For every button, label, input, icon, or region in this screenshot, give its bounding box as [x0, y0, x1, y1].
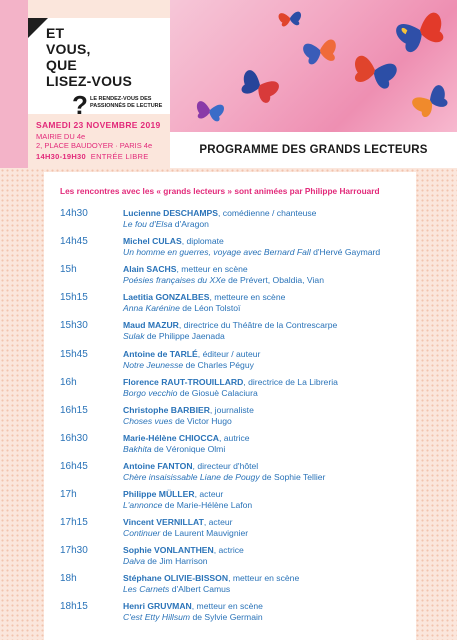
speaker-name: Alain SACHS — [123, 264, 177, 275]
speaker-name: Henri GRUVMAN — [123, 601, 192, 612]
butterfly-icon — [237, 69, 280, 106]
time-slot: 14h45 — [60, 236, 88, 248]
speaker-line — [123, 489, 223, 499]
speaker-role: , actrice — [213, 545, 244, 556]
speaker-line — [123, 320, 337, 330]
work-title: Les Carnets — [123, 584, 170, 595]
work-line — [123, 331, 225, 341]
header — [0, 0, 457, 168]
speaker-role: , directrice de La Libreria — [243, 376, 338, 387]
work-title: Borgo vecchio — [123, 387, 178, 398]
program-row — [44, 517, 416, 545]
speaker-line — [123, 349, 260, 359]
program-row — [44, 320, 416, 348]
work-author: de Léon Tolstoï — [179, 303, 241, 314]
time-slot: 15h — [60, 264, 77, 276]
time-slot: 16h15 — [60, 404, 88, 416]
work-author: d'Aragon — [172, 219, 209, 229]
work-line — [123, 388, 258, 398]
work-title: Continuer — [123, 528, 161, 539]
speaker-name: Florence RAUT-TROUILLARD — [123, 376, 244, 387]
speaker-role: , acteur — [194, 489, 224, 499]
work-author: de Laurent Mauvignier — [160, 528, 249, 539]
speaker-line — [123, 573, 299, 583]
address-line: 2, PLACE BAUDOYER · PARIS 4e — [36, 141, 153, 150]
work-author: de Philippe Jaenada — [144, 331, 225, 342]
hours: 14H30-19H30 — [36, 152, 86, 161]
logo-question-mark: ? — [72, 90, 88, 120]
speaker-line — [123, 405, 254, 415]
address-line: MAIRIE DU 4e — [36, 132, 86, 141]
speaker-role: , metteur en scène — [191, 601, 263, 612]
work-title: Notre Jeunesse — [123, 359, 184, 370]
work-line — [123, 472, 325, 482]
work-author: de Charles Péguy — [183, 359, 254, 370]
program-title-box — [170, 132, 457, 168]
butterfly-icon — [394, 11, 448, 55]
event-address — [36, 132, 186, 150]
work-title: Un homme en guerres, voyage avec Bernard Fall — [123, 247, 311, 258]
program-row — [44, 377, 416, 405]
work-author: de Giosuè Calaciura — [177, 387, 258, 398]
work-line — [123, 500, 252, 510]
speaker-role: , éditeur / auteur — [197, 348, 261, 359]
butterflies-photo — [170, 0, 457, 132]
time-slot: 15h15 — [60, 292, 88, 304]
speaker-line — [123, 545, 244, 555]
speaker-name: Sophie VONLANTHEN — [123, 545, 214, 556]
time-slot: 15h30 — [60, 320, 88, 332]
logo-fold — [28, 18, 48, 38]
time-slot: 16h — [60, 376, 77, 388]
work-line — [123, 528, 248, 538]
time-slot: 18h — [60, 573, 77, 585]
butterfly-icon — [350, 54, 398, 90]
program-row — [44, 545, 416, 573]
work-title: Chère insaisissable Liane de Pougy — [123, 471, 260, 482]
event-hours — [36, 152, 186, 161]
work-title: Le fou d'Elsa — [123, 219, 173, 229]
event-info — [36, 120, 186, 161]
work-title: Sulak — [123, 331, 145, 342]
program-row — [44, 236, 416, 264]
speaker-name: Antoine FANTON — [123, 460, 193, 471]
speaker-line — [123, 601, 263, 611]
speaker-name: Maud MAZUR — [123, 320, 179, 331]
work-line — [123, 219, 209, 229]
speaker-role: , comédienne / chanteuse — [218, 208, 317, 218]
speaker-name: Lucienne DESCHAMPS — [123, 208, 219, 218]
speaker-role: , directrice du Théâtre de la Contrescarpe — [178, 320, 338, 331]
program-title: PROGRAMME DES GRANDS LECTEURS — [199, 144, 428, 156]
speaker-role: , acteur — [203, 517, 233, 528]
speaker-name: Marie-Hélène CHIOCCA — [123, 432, 219, 443]
work-author: de Véronique Olmi — [151, 443, 226, 454]
program-row — [44, 489, 416, 517]
time-slot: 17h — [60, 489, 77, 500]
work-title: Choses vues — [123, 415, 173, 426]
program-card — [44, 172, 416, 640]
logo-line: LISEZ-VOUS — [46, 73, 133, 89]
time-slot: 15h45 — [60, 348, 88, 360]
program-row — [44, 264, 416, 292]
program-row — [44, 573, 416, 601]
pink-band — [0, 0, 28, 168]
speaker-role: , metteure en scène — [209, 292, 286, 303]
program-row — [44, 461, 416, 489]
butterfly-icon — [302, 39, 338, 66]
speaker-line — [123, 461, 258, 471]
logo-line: QUE — [46, 57, 77, 73]
program-row — [44, 349, 416, 377]
speaker-role: , metteur en scène — [228, 573, 300, 584]
speaker-role: , directeur d'hôtel — [192, 460, 259, 471]
butterfly-icon — [195, 101, 225, 123]
speaker-line — [123, 264, 248, 274]
speaker-name: Michel CULAS — [123, 236, 182, 247]
work-title: Dalva — [123, 556, 145, 567]
speaker-role: , autrice — [218, 432, 250, 443]
program-row — [44, 433, 416, 461]
speaker-line — [123, 433, 250, 443]
speaker-role: , diplomate — [181, 236, 224, 247]
work-line — [123, 556, 208, 566]
entry: ENTRÉE LIBRE — [90, 152, 149, 161]
event-date: SAMEDI 23 NOVEMBRE 2019 — [36, 120, 161, 130]
logo — [28, 18, 170, 120]
speaker-name: Christophe BARBIER — [123, 404, 210, 415]
work-title: Anna Karénine — [123, 303, 180, 314]
speaker-role: , journaliste — [209, 404, 254, 415]
work-author: de Sophie Tellier — [259, 471, 326, 482]
speaker-line — [123, 208, 316, 218]
work-author: de Jim Harrison — [144, 556, 208, 567]
speaker-line — [123, 377, 338, 387]
work-line — [123, 416, 232, 426]
butterfly-icon — [410, 83, 451, 120]
intro-text: Les rencontres avec les « grands lecteurs » sont animées par Philippe Harrouard — [60, 186, 380, 196]
speaker-line — [123, 292, 285, 302]
work-line — [123, 444, 225, 454]
work-line — [123, 612, 263, 622]
logo-line: VOUS, — [46, 41, 91, 57]
program-row — [44, 601, 416, 629]
speaker-line — [123, 236, 224, 246]
time-slot: 18h15 — [60, 601, 88, 613]
work-line — [123, 303, 240, 313]
work-line — [123, 584, 230, 594]
speaker-line — [123, 517, 233, 527]
program-row — [44, 405, 416, 433]
speaker-role: , metteur en scène — [176, 264, 248, 275]
work-author: de Prévert, Obaldia, Vian — [225, 275, 324, 286]
butterfly-icon — [278, 11, 302, 26]
work-author: de Victor Hugo — [172, 415, 232, 426]
work-author: de Marie-Hélène Lafon — [162, 500, 253, 510]
time-slot: 17h15 — [60, 517, 88, 529]
work-author: d'Hervé Gaymard — [310, 247, 381, 258]
work-title: L'annonce — [123, 500, 163, 510]
work-author: d'Albert Camus — [169, 584, 231, 595]
time-slot: 14h30 — [60, 208, 88, 219]
work-title: Poésies françaises du XXe — [123, 275, 226, 286]
speaker-name: Philippe MÜLLER — [123, 489, 195, 499]
speaker-name: Stéphane OLIVIE-BISSON — [123, 573, 229, 584]
speaker-name: Vincent VERNILLAT — [123, 517, 204, 528]
speaker-name: Antoine de TARLÉ — [123, 348, 198, 359]
work-author: de Sylvie Germain — [190, 612, 263, 623]
program-row — [44, 292, 416, 320]
speaker-name: Laetitia GONZALBES — [123, 292, 210, 303]
logo-line: ET — [46, 25, 65, 41]
program-row — [44, 208, 416, 236]
time-slot: 16h30 — [60, 432, 88, 444]
logo-tagline: LE RENDEZ-VOUS DES PASSIONNÉS DE LECTURE — [90, 96, 163, 109]
work-line — [123, 275, 324, 285]
work-title: C'est Etty Hillsum — [123, 612, 191, 623]
time-slot: 17h30 — [60, 545, 88, 557]
work-line — [123, 360, 254, 370]
work-line — [123, 247, 380, 257]
work-title: Bakhita — [123, 443, 152, 454]
time-slot: 16h45 — [60, 460, 88, 472]
